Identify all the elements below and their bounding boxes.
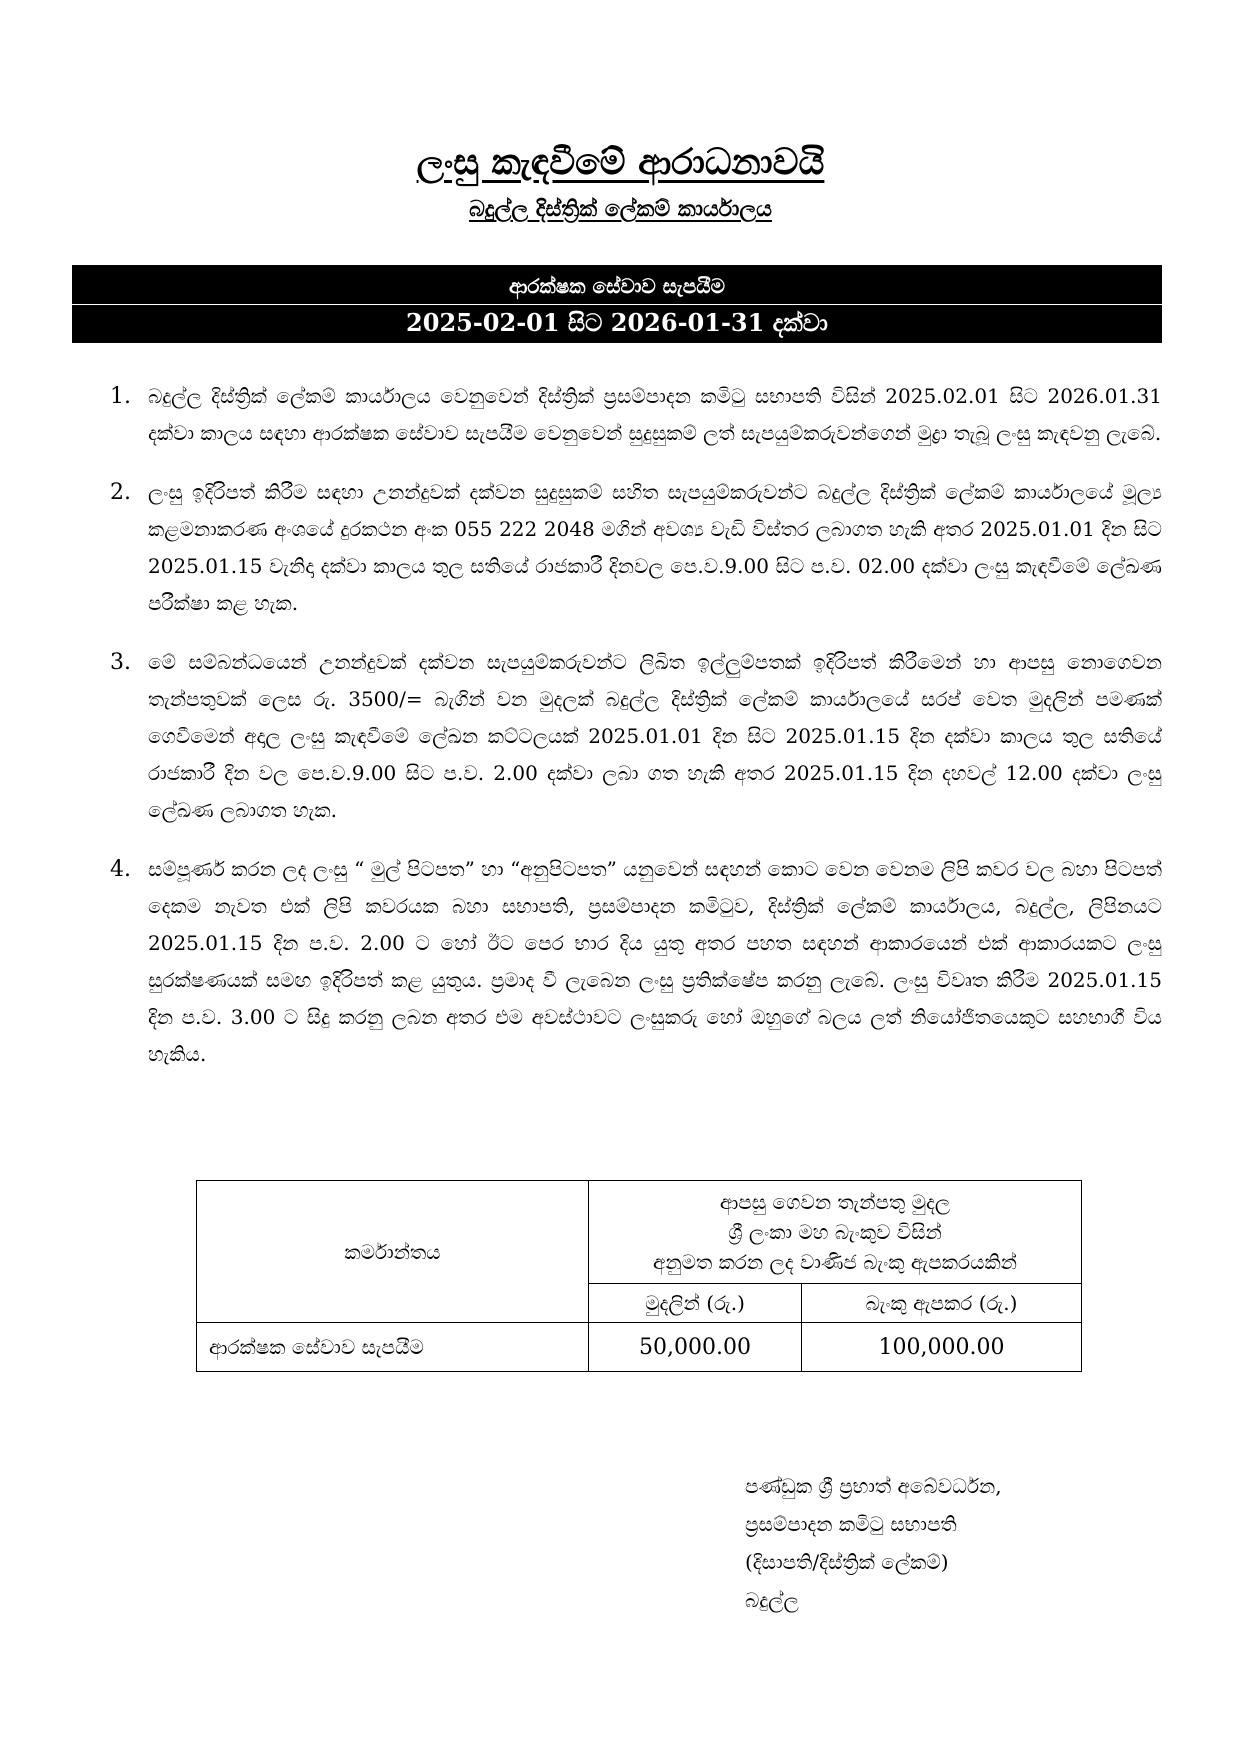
bank-column-header: බැංකු ඇපකර (රු.) — [802, 1284, 1082, 1323]
banner-period: 2025-02-01 සිට 2026-01-31 දක්වා — [406, 308, 828, 337]
signature-block — [745, 1467, 1002, 1619]
page-title: ලංසු කැඳවීමේ ආරාධනාවයි — [416, 141, 825, 183]
clause-item — [110, 644, 1162, 829]
clause-text: ලංසු ඉදිරිපත් කිරීම සඳහා උනන්දුවක් දක්වන සුදුසුකම් සහිත සැපයුම්කරුවන්ට බදුල්ල දිස්ත්‍රික් ලේකම් කාර්යාලයේ මූල්‍ය කළමනාකරණ අංශයේ දුරකථන අංක 055 222 2048 මගින් අවශ්‍ය වැඩි විස්තර ලබාගත හැකි අතර 2025.01.01 දින සිට 2025.01.15 වැනිදා දක්වා කාලය තුල සතියේ රාජකාරී දිනවල පෙ.ව.9.00 සිට ප.ව. 02.00 දක්වා ලංසු කැඳවීමේ ලේඛණ පරීක්ෂා කළ හැක. — [148, 480, 1162, 615]
clause-text: මේ සම්බන්ධයෙන් උනන්දුවක් දක්වන සැපයුම්කරුවන්ට ලිඛිත ඉල්ලුම්පතක් ඉදිරිපත් කිරීමෙන් හා ආපසු නොගෙවන තැන්පතුවක් ලෙස රු. 3500/= බැගින් වන මුදලක් බදුල්ල දිස්ත්‍රික් ලේකම් කාර්යාලයේ සරප් වෙත මුදලින් පමණක් ගෙවීමෙන් අදාල ලංසු කැඳවීමේ ලේඛන කට්ටලයක් 2025.01.01 දින සිට 2025.01.15 දින දක්වා කාලය තුල සතියේ රාජකාරී දින වල පෙ.ව.9.00 සිට ප.ව. 2.00 දක්වා ලබා ගත හැකි අතර 2025.01.15 දින දහවල් 12.00 දක්වා ලංසු ලේඛණ ලබාගත හැක. — [148, 650, 1162, 822]
banner-divider — [72, 304, 1162, 305]
service-cell: ආරක්ෂක සේවාව සැපයීම — [197, 1323, 589, 1372]
page-subtitle: බදුල්ල දිස්ත්‍රික් ලේකම් කාර්යාලය — [469, 196, 772, 222]
clause-item — [110, 474, 1162, 622]
cash-column-header: මුදලින් (රු.) — [589, 1284, 802, 1323]
clause-number: 4. — [110, 857, 131, 882]
notice-clauses — [110, 378, 1162, 1095]
deposit-header-line: අනුමත කරන ලද වාණිජ බැංකු ඇපකරයකින් — [653, 1250, 1017, 1274]
table-row — [197, 1323, 1082, 1372]
signatory-designation: (දිසාපති/දිස්ත්‍රික් ලේකම්) — [745, 1550, 949, 1574]
deposit-table — [196, 1180, 1082, 1372]
deposit-column-header — [589, 1181, 1082, 1284]
service-banner — [72, 265, 1162, 343]
clause-text: බදුල්ල දිස්ත්‍රික් ලේකම් කාර්යාලය වෙනුවෙන් දිස්ත්‍රික් ප්‍රසම්පාදන කමිටු සභාපති විසින් 2025.02.01 සිට 2026.01.31 දක්වා කාලය සඳහා ආරක්ෂක සේවාව සැපයීම වෙනුවෙන් සුදුසුකම් ලත් සැපයුම්කරුවන්ගෙන් මුද්‍රා තැබූ ලංසු කැඳවනු ලැබේ. — [148, 384, 1162, 445]
deposit-header-line: ආපසු ගෙවන තැන්පතු මුදල — [719, 1190, 951, 1214]
clause-number: 3. — [110, 650, 131, 675]
clause-item — [110, 378, 1162, 452]
table-header-row — [197, 1181, 1082, 1284]
service-column-header: කර්මාන්තය — [197, 1181, 589, 1323]
clause-text: සම්පූර්ණ කරන ලද ලංසු “ මුල් පිටපත” හා “අනුපිටපත” යනුවෙන් සඳහන් කොට වෙන වෙනම ලිපි කවර වල බහා පිටපත් දෙකම නැවත එක් ලිපි කවරයක බහා සභාපති, ප්‍රසම්පාදන කමිටුව, දිස්ත්‍රික් ලේකම් කාර්යාලය, බදුල්ල, ලිපිනයට 2025.01.15 දින ප.ව. 2.00 ට හෝ ඊට පෙර භාර දිය යුතු අතර පහත සඳහන් ආකාරයෙන් එක් ආකාරයකට ලංසු සුරක්ෂණයක් සමඟ ඉදිරිපත් කළ යුතුය. ප්‍රමාද වී ලැබෙන ලංසු ප්‍රතික්ෂේප කරනු ලැබේ. ලංසු විවෘත කිරීම 2025.01.15 දින ප.ව. 3.00 ට සිදු කරනු ලබන අතර එම අවස්ථාවට ලංසුකරු හෝ ඔහුගේ බලය ලත් නියෝජිතයෙකුට සහභාගී විය හැකිය. — [148, 857, 1162, 1066]
cash-cell: 50,000.00 — [589, 1323, 802, 1372]
signatory-place: බදුල්ල — [745, 1588, 799, 1612]
signatory-name: පණ්ඩුක ශ්‍රී ප්‍රභාත් අබේවර්ධන, — [745, 1474, 1002, 1498]
bank-cell: 100,000.00 — [802, 1323, 1082, 1372]
signatory-role: ප්‍රසම්පාදන කමිටු සභාපති — [745, 1512, 957, 1536]
clause-number: 2. — [110, 480, 131, 505]
banner-service: ආරක්ෂක සේවාව සැපයීම — [508, 274, 726, 298]
clause-item — [110, 851, 1162, 1073]
clause-number: 1. — [110, 384, 131, 409]
deposit-header-line: ශ්‍රී ලංකා මහ බැංකුව විසින් — [728, 1220, 942, 1244]
